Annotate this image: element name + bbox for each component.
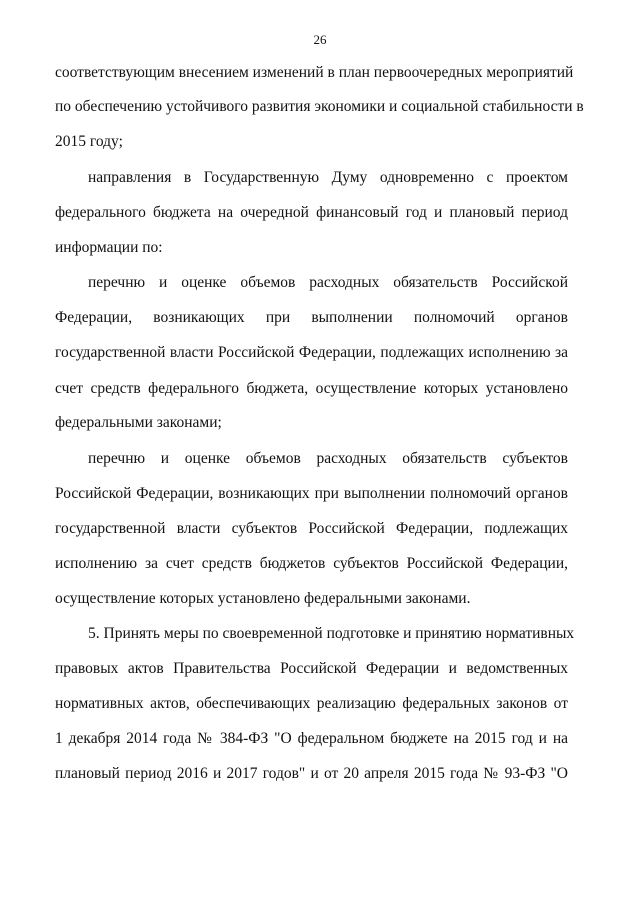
text-line: Российской Федерации, возникающих при выполнении полномочий органов	[55, 485, 568, 502]
text-line: по обеспечению устойчивого развития экономики и социальной стабильности в	[55, 98, 584, 115]
text-line: федеральными законами;	[55, 414, 222, 431]
text-line: исполнению за счет средств бюджетов субъектов Российской Федерации,	[55, 555, 568, 572]
text-line: счет средств федерального бюджета, осуществление которых установлено	[55, 380, 568, 397]
text-line: правовых актов Правительства Российской Федерации и ведомственных	[55, 660, 568, 677]
text-line: соответствующим внесением изменений в план первоочередных мероприятий	[55, 64, 574, 81]
text-line: информации по:	[55, 239, 163, 256]
text-line: 2015 году;	[55, 133, 123, 150]
text-line: федерального бюджета на очередной финансовый год и плановый период	[55, 204, 568, 221]
text-line: перечню и оценке объемов расходных обязательств субъектов	[88, 450, 568, 467]
text-line: 5. Принять меры по своевременной подготовке и принятию нормативных	[88, 625, 575, 642]
text-line: Федерации, возникающих при выполнении полномочий органов	[55, 309, 568, 326]
text-line: государственной власти Российской Федерации, подлежащих исполнению за	[55, 344, 568, 361]
text-line: осуществление которых установлено федеральными законами.	[55, 590, 471, 607]
text-line: 1 декабря 2014 года № 384-ФЗ "О федеральном бюджете на 2015 год и на	[55, 730, 568, 747]
text-line: нормативных актов, обеспечивающих реализацию федеральных законов от	[55, 695, 568, 712]
text-line: направления в Государственную Думу одновременно с проектом	[88, 169, 568, 186]
text-line: государственной власти субъектов Российской Федерации, подлежащих	[55, 520, 568, 537]
page-number: 26	[313, 32, 327, 47]
text-line: перечню и оценке объемов расходных обязательств Российской	[88, 274, 568, 291]
text-line: плановый период 2016 и 2017 годов" и от 20 апреля 2015 года № 93-ФЗ "О	[55, 765, 568, 782]
